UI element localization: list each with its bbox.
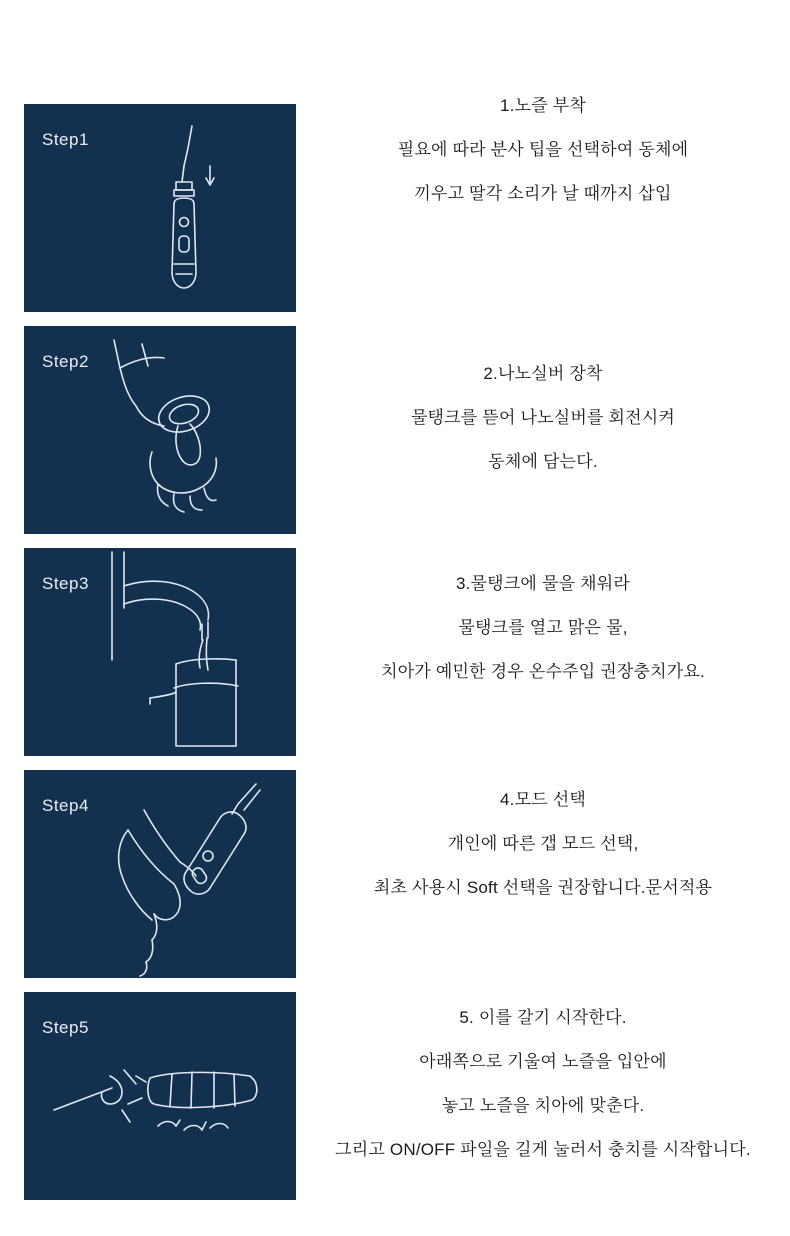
step-4-line-1: 개인에 따른 갭 모드 선택,	[447, 834, 639, 853]
step-1-label: Step1	[42, 130, 89, 149]
step-1-line-1: 필요에 따라 분사 팁을 선택하여 동체에	[397, 140, 689, 159]
step-row	[24, 770, 296, 978]
step-3-heading: 3.물탱크에 물을 채워라	[455, 574, 631, 593]
instruction-text-column	[296, 0, 790, 1236]
step-3-line-1: 물탱크를 열고 맑은 물,	[458, 618, 628, 637]
step-row	[24, 104, 296, 312]
teeth-cleaning-icon	[24, 992, 296, 1200]
step-1-heading: 1.노즐 부착	[500, 96, 586, 115]
step-row	[24, 326, 296, 534]
step-2-line-1: 물탱크를 뜯어 나노실버를 회전시켜	[410, 408, 676, 427]
step-4-line-2: 최초 사용시 Soft 선택을 권장합니다.문서적용	[373, 878, 713, 897]
step-1-text	[296, 84, 790, 216]
water-tank-fill-icon	[24, 548, 296, 756]
step-2-heading: 2.나노실버 장착	[483, 364, 603, 383]
step-4-panel	[24, 770, 296, 978]
step-4-text	[296, 778, 790, 910]
step-2-panel	[24, 326, 296, 534]
step-5-heading: 5. 이를 갈기 시작한다.	[459, 1008, 627, 1027]
step-row	[24, 992, 296, 1200]
step-1-panel	[24, 104, 296, 312]
step-3-label: Step3	[42, 574, 89, 593]
nozzle-attach-icon	[24, 104, 296, 312]
step-5-line-3: 그리고 ON/OFF 파일을 길게 눌러서 충치를 시작합니다.	[335, 1140, 751, 1159]
mode-select-icon	[24, 770, 296, 978]
step-5-line-2: 놓고 노즐을 치아에 맞춘다.	[441, 1096, 645, 1115]
step-5-panel	[24, 992, 296, 1200]
step-5-label: Step5	[42, 1018, 89, 1037]
step-2-text	[296, 352, 790, 484]
step-4-heading: 4.모드 선택	[500, 790, 586, 809]
step-4-label: Step4	[42, 796, 89, 815]
step-3-panel	[24, 548, 296, 756]
step-3-line-2: 치아가 예민한 경우 온수주입 권장충치가요.	[381, 662, 705, 681]
step-2-label: Step2	[42, 352, 89, 371]
step-1-line-2: 끼우고 딸각 소리가 날 때까지 삽입	[414, 184, 672, 203]
step-illustration-column	[24, 104, 296, 1214]
step-5-text	[296, 996, 790, 1172]
nano-silver-insert-icon	[24, 326, 296, 534]
step-5-line-1: 아래쪽으로 기울여 노즐을 입안에	[419, 1052, 667, 1071]
step-2-line-2: 동체에 담는다.	[488, 452, 598, 471]
step-3-text	[296, 562, 790, 694]
step-row	[24, 548, 296, 756]
